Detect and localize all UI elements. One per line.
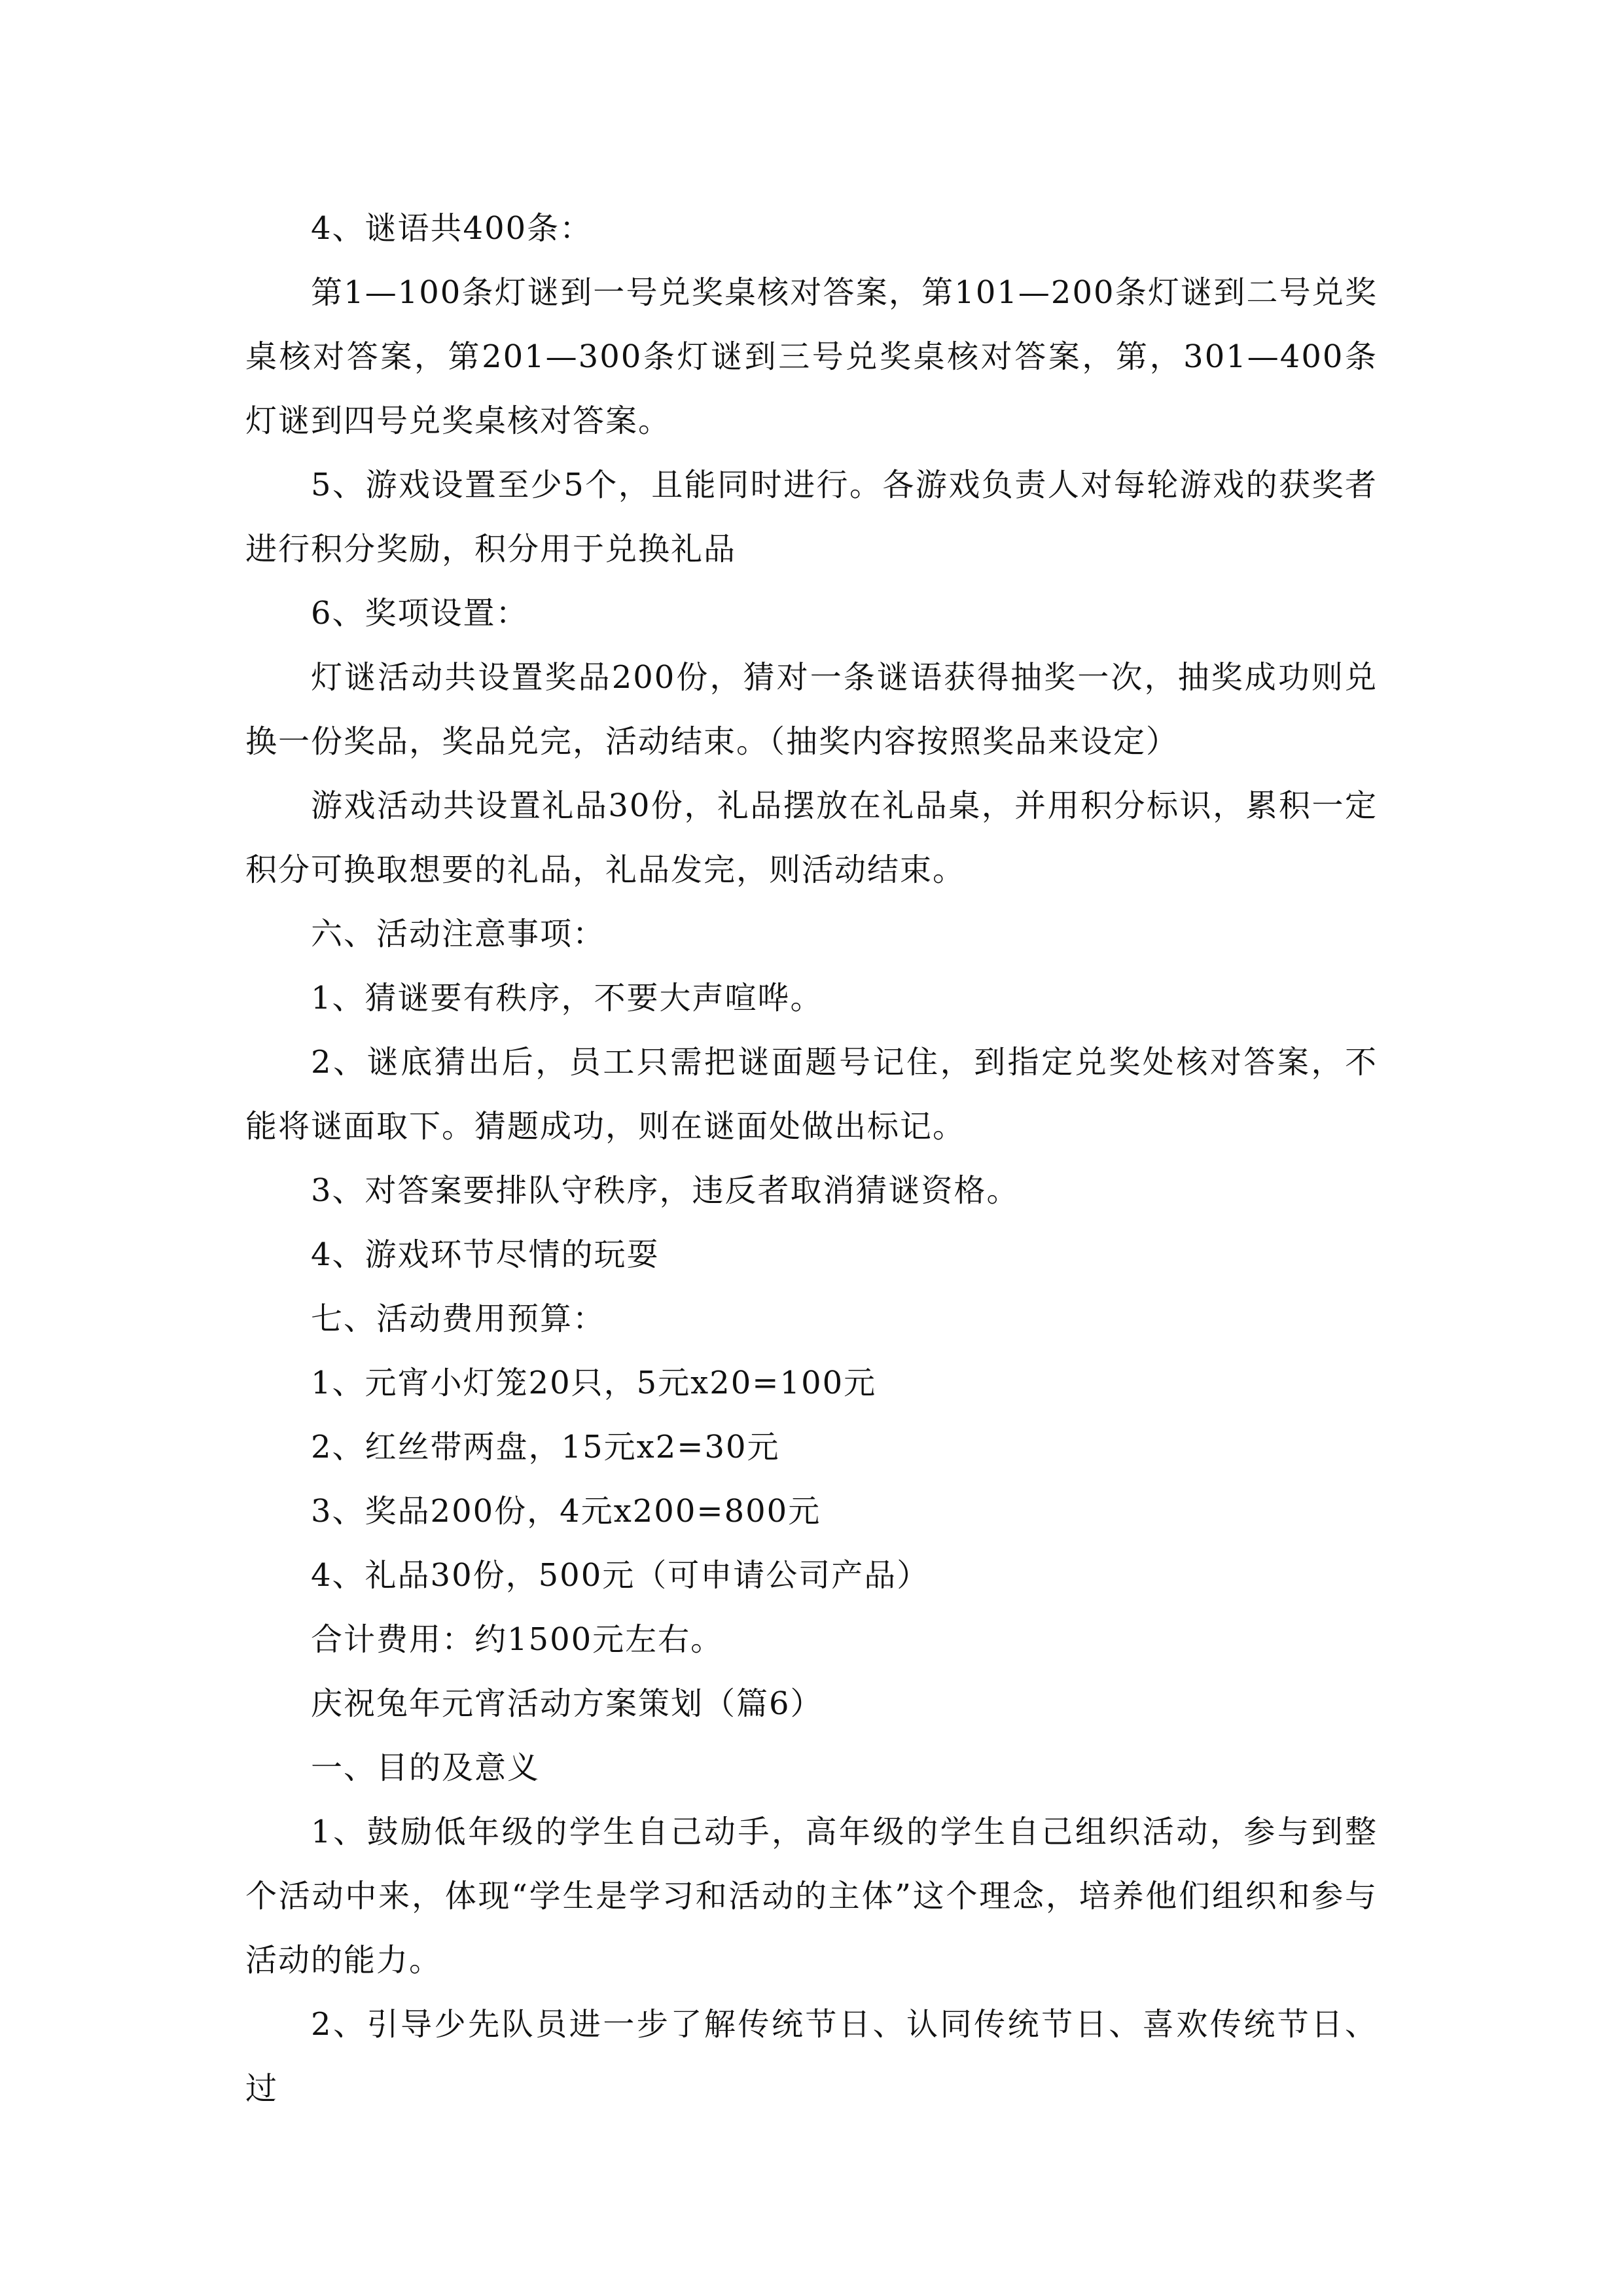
paragraph: 第1—100条灯谜到一号兑奖桌核对答案，第101—200条灯谜到二号兑奖桌核对答案，第201—300条灯谜到三号兑奖桌核对答案，第，301—400条灯谜到四号兑奖桌核对答案。 [245, 274, 1378, 439]
paragraph: 2、谜底猜出后，员工只需把谜面题号记住，到指定兑奖处核对答案，不能将谜面取下。猜题成功，则在谜面处做出标记。 [245, 1044, 1378, 1145]
paragraph: 4、谜语共400条： [311, 210, 593, 247]
paragraph: 游戏活动共设置礼品30份，礼品摆放在礼品桌，并用积分标识，累积一定积分可换取想要的礼品，礼品发完，则活动结束。 [245, 787, 1378, 888]
budget-item: 3、奖品200份，4元x200=800元 [311, 1493, 821, 1530]
paragraph: 6、奖项设置： [311, 595, 529, 632]
article-title: 庆祝兔年元宵活动方案策划（篇6） [311, 1685, 823, 1722]
budget-item: 2、红丝带两盘，15元x2=30元 [311, 1429, 780, 1465]
section-heading: 六、活动注意事项： [311, 916, 606, 952]
paragraph: 1、猜谜要有秩序，不要大声喧哗。 [311, 980, 823, 1016]
document-body [245, 196, 1378, 2121]
section-heading: 七、活动费用预算： [311, 1300, 606, 1337]
budget-item: 4、礼品30份，500元（可申请公司产品） [311, 1557, 930, 1594]
budget-item: 1、元宵小灯笼20只，5元x20=100元 [311, 1365, 877, 1401]
paragraph: 灯谜活动共设置奖品200份，猜对一条谜语获得抽奖一次，抽奖成功则兑换一份奖品，奖品兑完，活动结束。（抽奖内容按照奖品来设定） [245, 659, 1378, 760]
paragraph: 3、对答案要排队守秩序，违反者取消猜谜资格。 [311, 1172, 1020, 1209]
budget-total: 合计费用：约1500元左右。 [311, 1621, 724, 1658]
paragraph: 5、游戏设置至少5个，且能同时进行。各游戏负责人对每轮游戏的获奖者进行积分奖励，积分用于兑换礼品 [245, 467, 1378, 567]
paragraph: 1、鼓励低年级的学生自己动手，高年级的学生自己组织活动，参与到整个活动中来，体现“学生是学习和活动的主体”这个理念，培养他们组织和参与活动的能力。 [245, 1814, 1378, 1979]
section-heading: 一、目的及意义 [311, 1749, 541, 1786]
paragraph: 2、引导少先队员进一步了解传统节日、认同传统节日、喜欢传统节日、过 [245, 2006, 1378, 2107]
paragraph: 4、游戏环节尽情的玩耍 [311, 1236, 660, 1273]
